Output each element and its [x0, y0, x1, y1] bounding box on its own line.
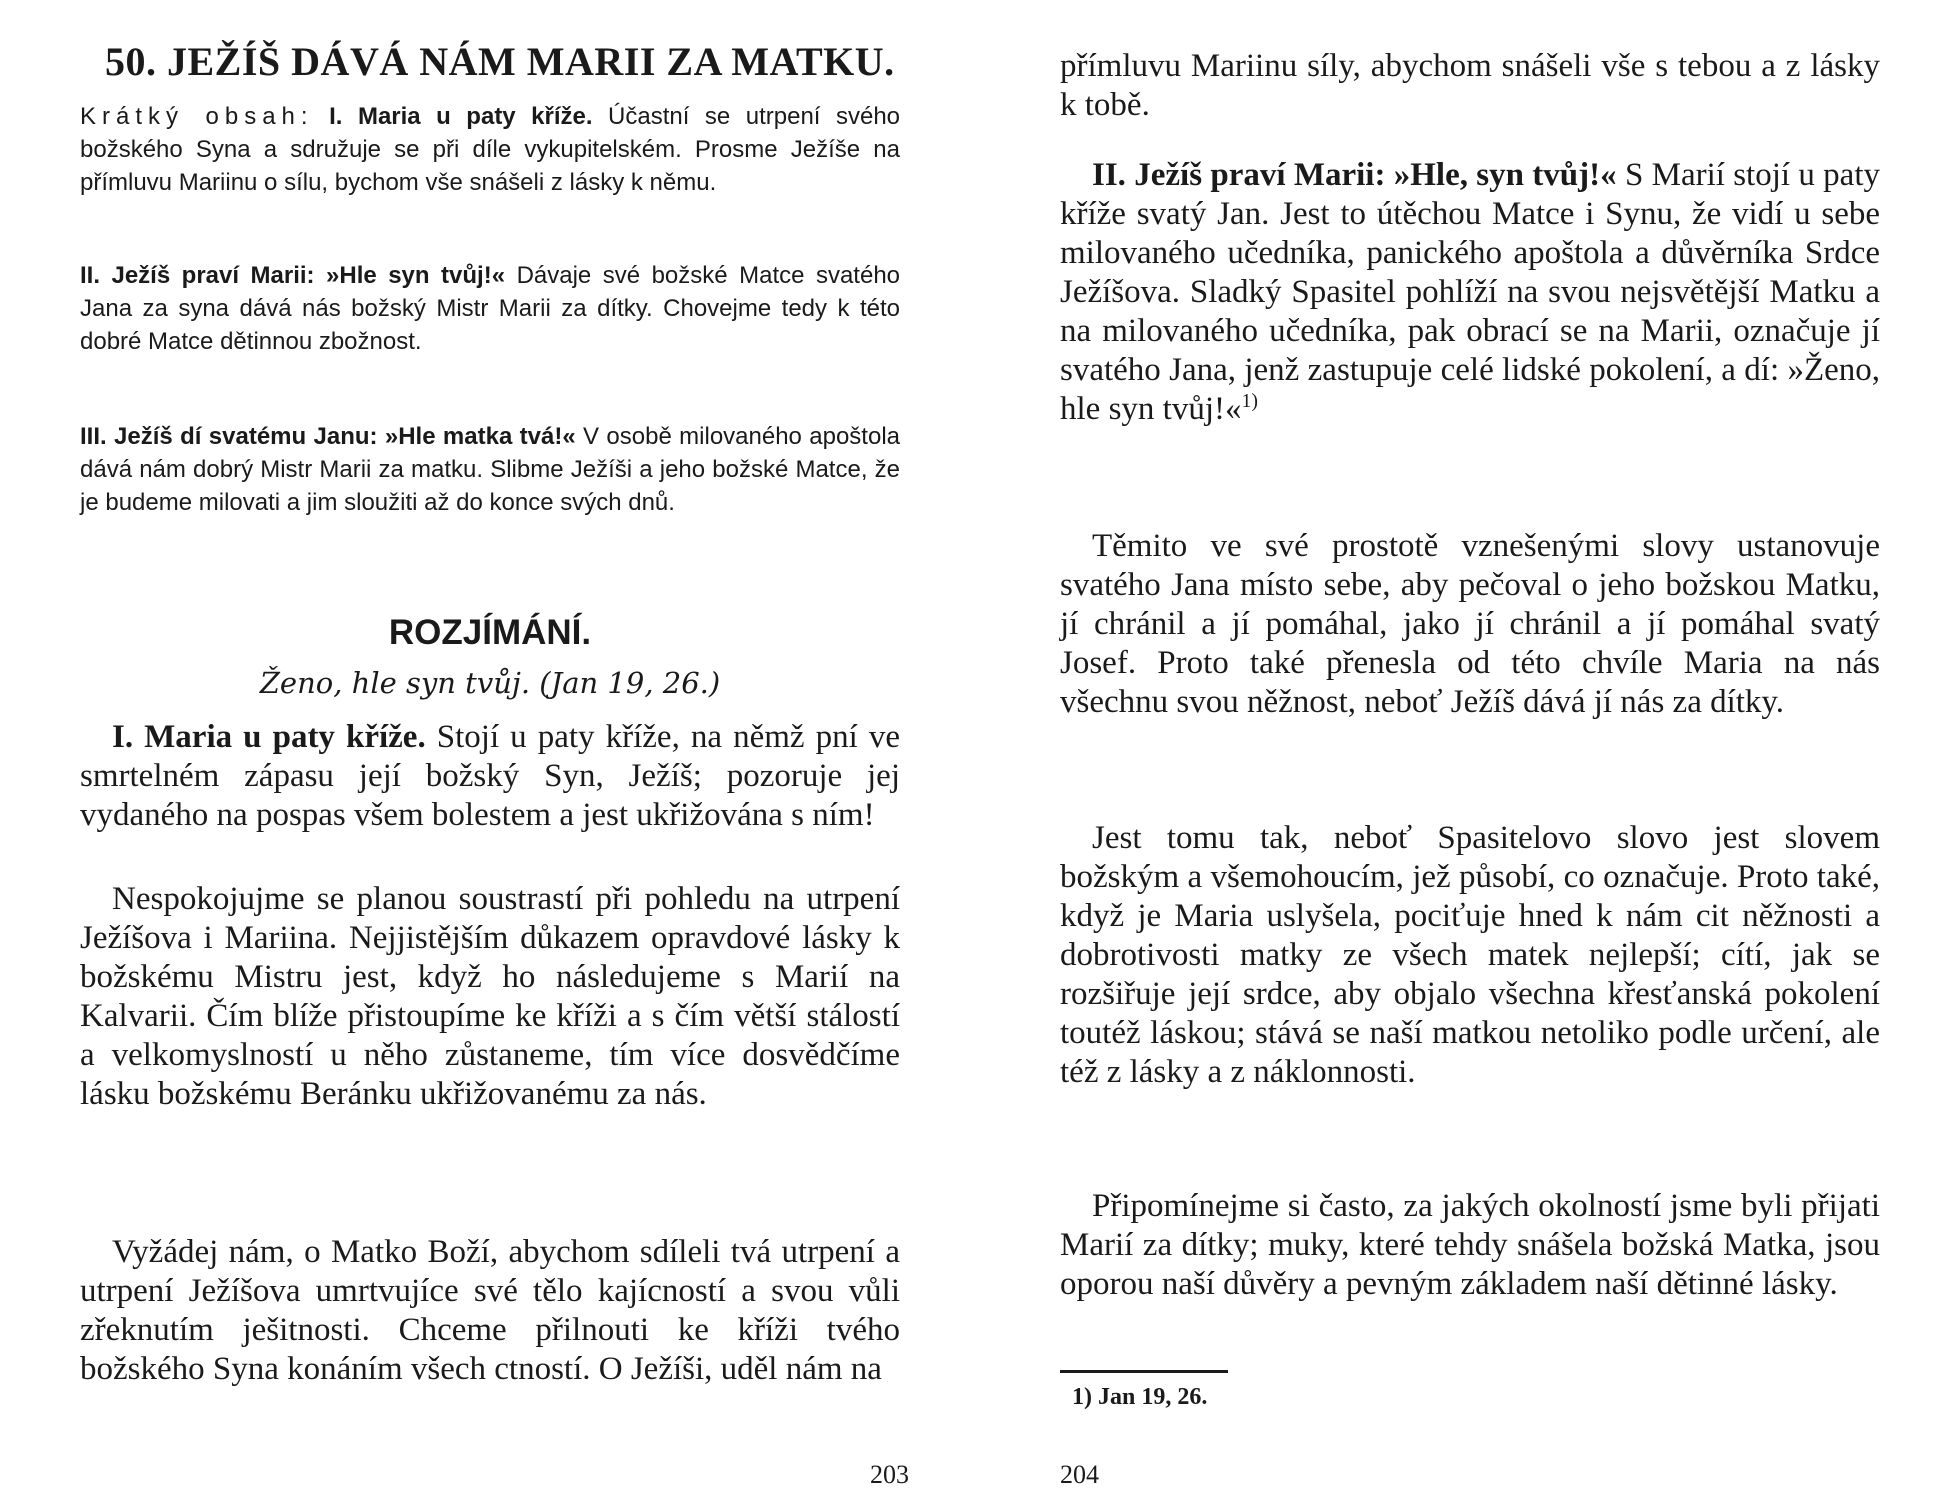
scripture-motto: Ženo, hle syn tvůj. (Jan 19, 26.) [259, 666, 721, 700]
section-2-heading: II. Ježíš praví Marii: »Hle, syn tvůj!« [1092, 157, 1617, 193]
body-paragraph: Těmito ve své prostotě vznešenými slovy ustanovuje svatého Jana místo sebe, aby pečoval o jeho božskou Matku, jí chránil a jí pomáhal, jako jí chránil a jí pomáhal svatý Josef. Proto také přenesla od této chvíle Maria na nás všechnu svou něžnost, neboť Ježíš dává jí nás za dítky. [1060, 528, 1880, 720]
left-page [80, 0, 909, 1500]
page-number: 204 [1060, 1460, 1099, 1489]
section-1-heading: I. Maria u paty kříže. [112, 719, 426, 755]
summary-point-2 [80, 259, 900, 358]
summary-3-text: V osobě milovaného apoštola dává nám dobrý Mistr Marii za matku. Slibme Ježíši a jeho božské Matce, že je budeme milovati a jim sloužiti až do konce svých dnů. [80, 423, 900, 516]
meditation-heading: ROZJÍMÁNÍ. [388, 613, 592, 652]
footnote: 1) Jan 19, 26. [1072, 1384, 1208, 1410]
body-paragraph: Připomínejme si často, za jakých okolností jsme byli přijati Marií za dítky; muky, které tehdy snášela božská Matka, jsou oporou naší důvěry a pevným základem naší dětinné lásky. [1060, 1188, 1880, 1302]
section-2-paragraph [1060, 156, 1880, 429]
summary-2-text: Dávaje své božské Matce svatého Jana za syna dává nás božský Mistr Marii za dítky. Chovejme tedy k této dobré Matce dětinnou zbožnost. [80, 262, 901, 355]
summary-3-heading: III. Ježíš dí svatému Janu: »Hle matka tvá!« [80, 423, 576, 450]
summary-2-heading: II. Ježíš praví Marii: »Hle syn tvůj!« [80, 262, 506, 289]
summary-1-text: Účastní se utrpení svého božského Syna a sdružuje se při díle vykupitelském. Prosme Ježíše na přímluvu Mariinu o sílu, bychom vše snášeli z lásky k němu. [80, 103, 901, 196]
section-1-paragraph [80, 718, 900, 835]
summary-point-1 [80, 100, 900, 199]
body-paragraph: Jest tomu tak, neboť Spasitelovo slovo jest slovem božským a všemohoucím, jež působí, co označuje. Proto také, když je Maria uslyšela, pociťuje hned k nám cit něžnosti a dobrotivosti matky ze všech matek nejlepší; cítí, jak se rozšiřuje její srdce, aby objalo všechna křesťanská pokolení toutéž láskou; stává se naší matkou netoliko podle určení, ale též z lásky a z náklonnosti. [1060, 820, 1880, 1090]
summary-1-heading: Maria u paty kříže. [357, 103, 593, 130]
prayer-paragraph: Vyžádej nám, o Matko Boží, abychom sdíleli tvá utrpení a utrpení Ježíšova umrtvujíce své tělo kajícností a svou vůli zřeknutím ješitnosti. Chceme přilnouti ke kříži tvého božského Syna konáním všech ctností. O Ježíši, uděl nám na [80, 1234, 900, 1387]
right-page [1060, 0, 1880, 1500]
footnote-reference: 1) [1241, 390, 1258, 412]
continuation-paragraph: přímluvu Mariinu síly, abychom snášeli vše s tebou a z lásky k tobě. [1060, 48, 1880, 123]
summary-point-3 [80, 420, 900, 519]
footnote-divider [1060, 1370, 1228, 1373]
summary-1-number: I. [329, 103, 343, 130]
summary-label: Krátký obsah: [80, 103, 314, 130]
body-paragraph: Nespokojujme se planou soustrastí při pohledu na utrpení Ježíšova i Mariina. Nejjistějším důkazem opravdové lásky k božskému Mistru jest, když ho následujeme s Marií na Kalvarii. Čím blíže přistoupíme ke kříži a s čím větší stálostí a velkomyslností u něho zůstaneme, tím více dosvědčíme lásku božskému Beránku ukřižovanému za nás. [80, 881, 900, 1112]
page-number: 203 [870, 1460, 909, 1489]
section-1-text: Stojí u paty kříže, na němž pní ve smrtelném zápasu její božský Syn, Ježíš; pozoruje jej vydaného na pospas všem bolestem a jest ukřižována s ním! [80, 719, 900, 833]
section-2-text: S Marií stojí u paty kříže svatý Jan. Jest to útěchou Matce i Synu, že vidí u sebe milovaného učedníka, panického apoštola a důvěrníka Srdce Ježíšova. Sladký Spasitel pohlíží na svou nejsvětější Matku a na milovaného učedníka, pak obrací se na Marii, označuje jí svatého Jana, jenž zastupuje celé lidské pokolení, a dí: »Ženo, hle syn tvůj!« [1060, 157, 1880, 427]
chapter-title: 50. JEŽÍŠ DÁVÁ NÁM MARII ZA MATKU. [105, 39, 895, 84]
